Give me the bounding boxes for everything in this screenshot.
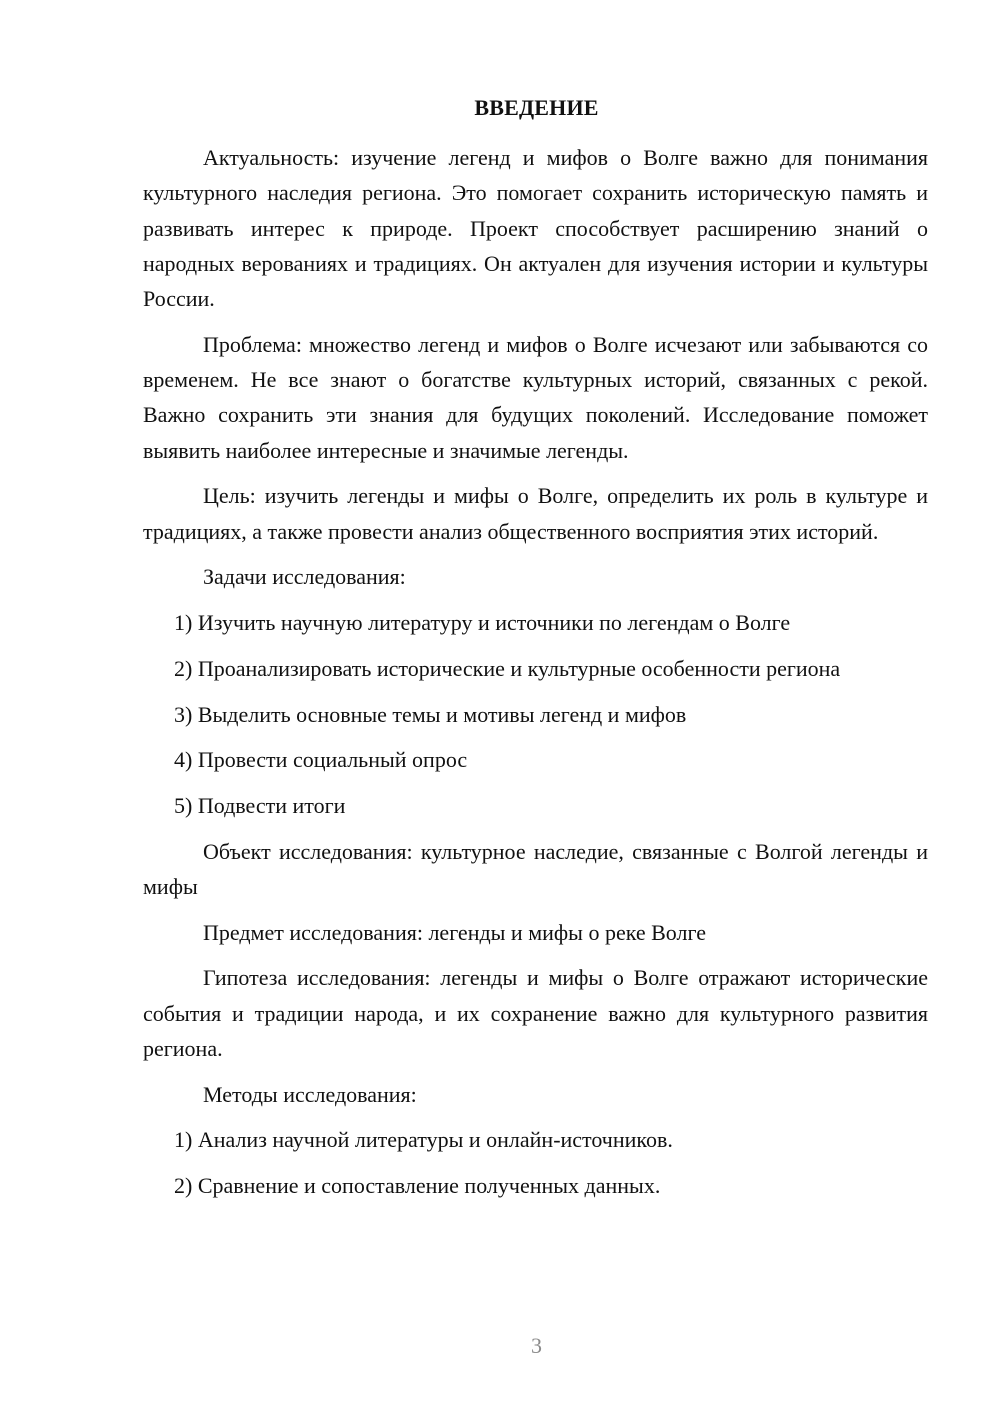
page-number: 3 (531, 1333, 542, 1358)
object-paragraph: Объект исследования: культурное наследие, связанные с Волгой легенды и мифы (143, 838, 928, 899)
task-item: 2) Проанализировать исторические и культурные особенности региона (174, 655, 841, 681)
tasks-title: Задачи исследования: (203, 564, 406, 590)
task-item: 3) Выделить основные темы и мотивы легенд и мифов (174, 701, 687, 727)
task-item: 4) Провести социальный опрос (174, 747, 468, 773)
subject-paragraph: Предмет исследования: легенды и мифы о реке Волге (203, 919, 706, 945)
method-item: 2) Сравнение и сопоставление полученных данных. (174, 1172, 661, 1198)
section-heading: ВВЕДЕНИЕ (474, 95, 599, 120)
goal-paragraph: Цель: изучить легенды и мифы о Волге, определить их роль в культуре и традициях, а также провести анализ общественного восприятия этих историй. (143, 483, 928, 544)
task-item: 5) Подвести итоги (174, 792, 346, 818)
task-item: 1) Изучить научную литературу и источники по легендам о Волге (174, 610, 791, 636)
problem-paragraph: Проблема: множество легенд и мифов о Волге исчезают или забываются со временем. Не все знают о богатстве культурных историй, связанных с рекой. Важно сохранить эти знания для будущих поколений. Исследование поможет выявить наиболее интересные и значимые легенды. (143, 331, 928, 463)
method-item: 1) Анализ научной литературы и онлайн-источников. (174, 1127, 673, 1153)
document-body (143, 140, 928, 1214)
relevance-paragraph: Актуальность: изучение легенд и мифов о Волге важно для понимания культурного наследия региона. Это помогает сохранить историческую память и развивать интерес к природе. Проект способствует расширению знаний о народных верованиях и традициях. Он актуален для изучения истории и культуры России. (143, 145, 928, 312)
hypothesis-paragraph: Гипотеза исследования: легенды и мифы о Волге отражают исторические события и традиции народа, и их сохранение важно для культурного развития региона. (143, 965, 928, 1061)
methods-title: Методы исследования: (203, 1081, 417, 1107)
